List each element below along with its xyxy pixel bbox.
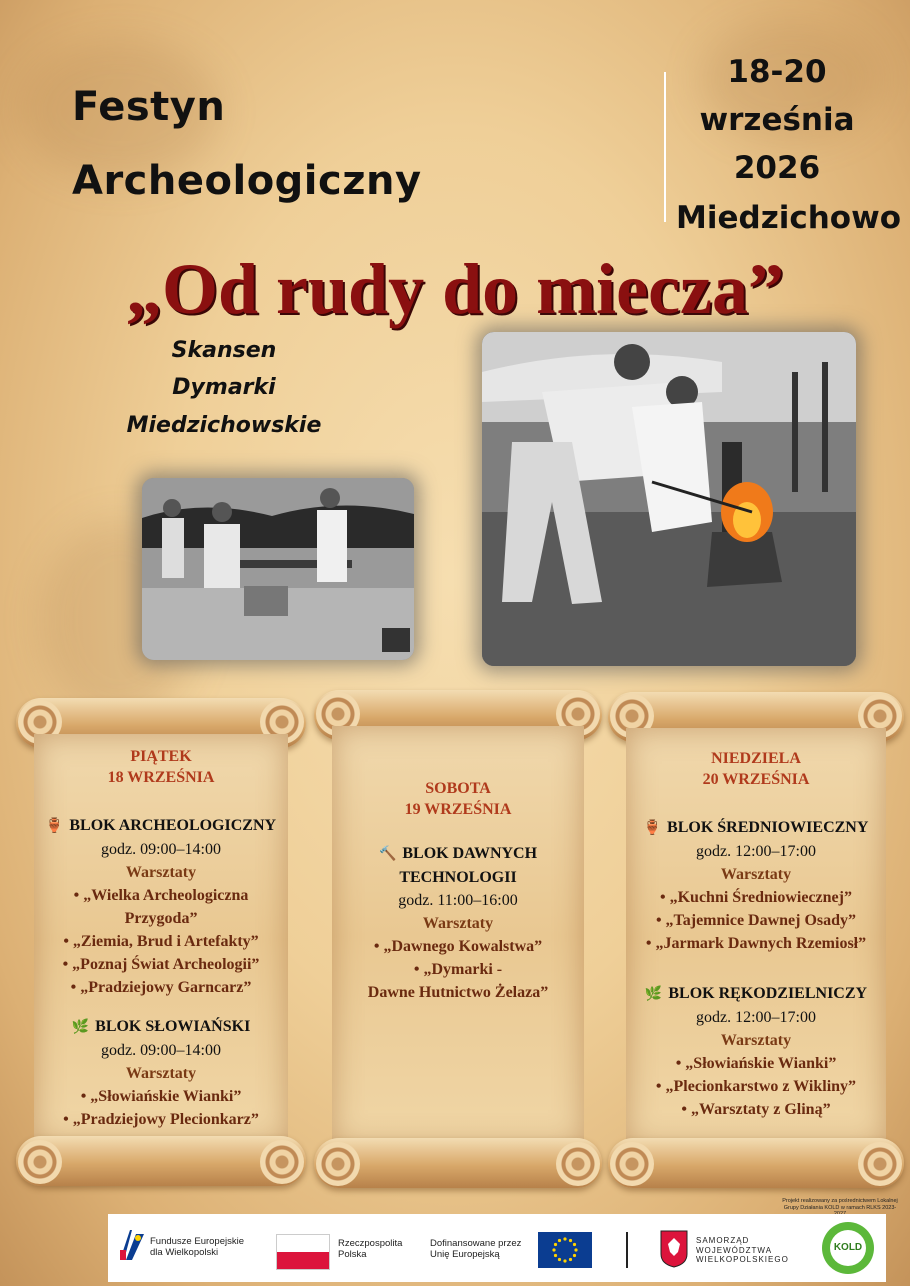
block-name: BLOK ARCHEOLOGICZNY [69, 817, 277, 834]
venue-line3: Miedzichowskie [126, 413, 322, 438]
workshop-item: Dawne Hutnictwo Żelaza” [367, 984, 549, 1001]
workshop-item: Przygoda” [124, 910, 198, 927]
amphora-icon: 🏺 [643, 821, 662, 836]
event-title-line2: Archeologiczny [72, 158, 422, 204]
smelting-photo-large-image [482, 332, 856, 666]
day-date: 19 WRZEŚNIA [404, 801, 512, 818]
voivodeship-label: SAMORZĄD WOJEWÓDZTWA WIELKOPOLSKIEGO [696, 1236, 789, 1264]
block-name: BLOK SŁOWIAŃSKI [95, 1018, 251, 1035]
kold-logo-text: KOLD [833, 1242, 863, 1253]
workshop-photo-small-image [142, 478, 414, 660]
polish-flag-icon [276, 1234, 330, 1270]
workshops-label: Warsztaty [720, 866, 792, 883]
schedule-scroll-saturday [314, 682, 602, 1202]
workshops-label: Warsztaty [125, 864, 197, 881]
day-heading: SOBOTA [425, 780, 491, 797]
scroll-curl [610, 1142, 654, 1186]
block-name: BLOK ŚREDNIOWIECZNY [667, 819, 869, 836]
workshop-item: • „Plecionkarstwo z Wikliny” [655, 1078, 857, 1095]
workshop-item: • „Wielka Archeologiczna [73, 887, 249, 904]
eu-cofunded-label: Dofinansowane przez Unię Europejską [430, 1238, 522, 1260]
scroll-curl [858, 1142, 902, 1186]
european-funds-label: Fundusze Europejskie dla Wielkopolski [150, 1236, 244, 1258]
block-name-line2: TECHNOLOGII [399, 869, 517, 886]
amphora-icon: 🏺 [45, 819, 64, 834]
footer-divider [626, 1232, 628, 1268]
day-heading: NIEDZIELA [711, 750, 801, 767]
workshop-item: • „Ziemia, Brud i Artefakty” [63, 933, 259, 950]
eu-flag-icon [538, 1232, 592, 1268]
date-range: 18-20 [727, 54, 827, 90]
date-year: 2026 [733, 150, 821, 186]
day-heading: PIĄTEK [130, 748, 192, 765]
venue-line2: Dymarki [172, 375, 276, 400]
event-motto: „Od rudy do miecza” [126, 249, 784, 329]
schedule-scroll-sunday [608, 684, 904, 1202]
smelting-photo-large [482, 332, 856, 666]
workshop-item: • „Kuchni Średniowiecznej” [660, 889, 852, 906]
venue-line1: Skansen [171, 338, 277, 363]
workshop-item: • „Tajemnice Dawnej Osady” [655, 912, 857, 929]
block-hours: godz. 09:00–14:00 [101, 1042, 221, 1059]
workshop-item: • „Dawnego Kowalstwa” [373, 938, 543, 955]
event-place: Miedzichowo [676, 200, 902, 236]
funding-note: Projekt realizowany za pośrednictwem Lokalnej Grupy Działania KOLD w ramach RLKS 2023- [782, 1198, 898, 1211]
voivodeship-eagle-icon [660, 1230, 688, 1268]
date-month: września [699, 102, 855, 138]
schedule-scroll-friday [16, 690, 306, 1200]
block-hours: godz. 12:00–17:00 [696, 1009, 816, 1026]
scroll-curl [18, 1140, 62, 1184]
workshop-item: • „Jarmark Dawnych Rzemiosł” [645, 935, 867, 952]
workshop-item: • „Pradziejowy Plecionkarz” [63, 1111, 259, 1128]
workshops-label: Warsztaty [422, 915, 494, 932]
hammer-icon: 🔨 [378, 847, 397, 862]
block-hours: godz. 11:00–16:00 [398, 892, 518, 909]
republic-poland-label: Rzeczpospolita Polska [338, 1238, 403, 1260]
header-divider [664, 72, 666, 222]
block-hours: godz. 12:00–17:00 [696, 843, 816, 860]
day-date: 20 WRZEŚNIA [702, 771, 810, 788]
workshop-item: • „Warsztaty z Gliną” [681, 1101, 831, 1118]
funding-logos-bar [108, 1214, 886, 1282]
workshops-label: Warsztaty [125, 1065, 197, 1082]
day-date: 18 WRZEŚNIA [107, 769, 215, 786]
workshop-item: • „Poznaj Świat Archeologii” [62, 956, 260, 973]
workshops-label: Warsztaty [720, 1032, 792, 1049]
workshop-item: • „Pradziejowy Garncarz” [70, 979, 252, 996]
european-funds-logo-icon [118, 1228, 146, 1262]
workshop-photo-small [142, 478, 414, 660]
herb-icon: 🌿 [644, 987, 663, 1002]
scroll-curl [556, 1142, 600, 1186]
workshop-item: • „Słowiańskie Wianki” [80, 1088, 242, 1105]
block-hours: godz. 09:00–14:00 [101, 841, 221, 858]
block-name: BLOK DAWNYCH [402, 845, 538, 862]
scroll-curl [316, 1142, 360, 1186]
kold-logo-icon [822, 1222, 874, 1274]
event-title-line1: Festyn [72, 84, 226, 130]
block-name: BLOK RĘKODZIELNICZY [668, 985, 868, 1002]
herb-icon: 🌿 [71, 1020, 90, 1035]
workshop-item: • „Słowiańskie Wianki” [675, 1055, 837, 1072]
workshop-item: • „Dymarki - [413, 961, 503, 978]
scroll-curl [260, 1140, 304, 1184]
